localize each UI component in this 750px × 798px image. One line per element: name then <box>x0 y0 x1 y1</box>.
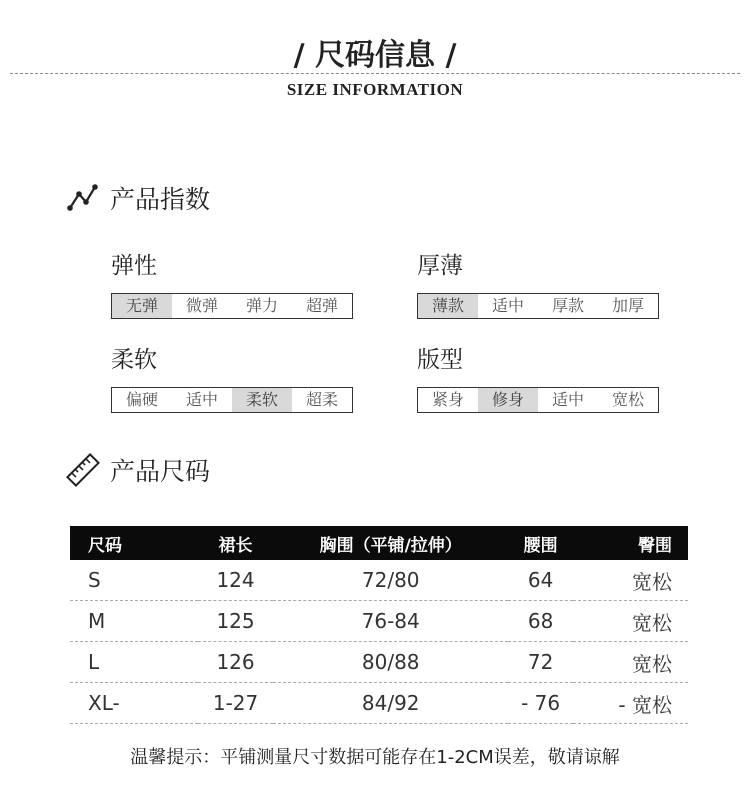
size-section-label: 产品尺码 <box>110 457 211 486</box>
index-option: 适中 <box>551 390 584 409</box>
trend-line-icon <box>66 181 100 215</box>
table-cell: 126 <box>198 642 273 683</box>
table-cell: 宽松 <box>573 601 688 642</box>
index-option: 修身 <box>478 388 538 412</box>
index-scale <box>417 387 659 413</box>
table-cell: - 宽松 <box>573 683 688 724</box>
table-row <box>70 683 688 724</box>
index-group-name: 柔软 <box>111 347 157 373</box>
column-header: 臀围 <box>638 535 672 556</box>
index-option: 超柔 <box>305 390 338 409</box>
ruler-icon <box>66 453 100 487</box>
table-cell: 64 <box>508 560 573 601</box>
table-cell: - 76 <box>508 683 573 724</box>
index-option: 紧身 <box>431 390 464 409</box>
index-option: 微弹 <box>185 296 218 315</box>
column-header: 胸围（平铺/拉伸） <box>319 535 462 556</box>
index-group-thickness <box>417 251 659 319</box>
index-option: 超弹 <box>305 296 338 315</box>
index-group-name: 厚薄 <box>417 253 463 279</box>
index-group-name: 弹性 <box>111 253 157 279</box>
index-option: 加厚 <box>611 296 644 315</box>
index-group-softness <box>111 345 353 413</box>
column-header: 裙长 <box>218 535 253 556</box>
table-cell: 125 <box>198 601 273 642</box>
index-option: 柔软 <box>232 388 292 412</box>
table-cell: 68 <box>508 601 573 642</box>
table-cell: 宽松 <box>573 642 688 683</box>
table-row <box>70 642 688 683</box>
index-option: 厚款 <box>551 296 584 315</box>
table-cell: 1-27 <box>198 683 273 724</box>
column-header: 尺码 <box>88 535 122 556</box>
table-cell: 72 <box>508 642 573 683</box>
index-scale <box>111 293 353 319</box>
size-table <box>70 526 688 724</box>
table-row <box>70 601 688 642</box>
table-cell: 宽松 <box>573 560 688 601</box>
header-divider <box>10 73 740 74</box>
page-title: / 尺码信息 / <box>293 38 457 73</box>
page-subtitle: SIZE INFORMATION <box>286 80 464 99</box>
table-row <box>70 560 688 601</box>
index-option: 适中 <box>491 296 524 315</box>
index-section-title <box>66 180 210 216</box>
index-option: 无弹 <box>112 294 172 318</box>
table-cell: M <box>70 601 198 642</box>
table-cell: 72/80 <box>273 560 508 601</box>
index-scale <box>111 387 353 413</box>
table-cell: 80/88 <box>273 642 508 683</box>
table-cell: 84/92 <box>273 683 508 724</box>
index-option: 宽松 <box>611 390 644 409</box>
size-section-title <box>66 452 210 488</box>
index-group-name: 版型 <box>417 347 463 373</box>
table-cell: 124 <box>198 560 273 601</box>
index-group-fit <box>417 345 659 413</box>
table-cell: L <box>70 642 198 683</box>
column-header: 腰围 <box>523 535 558 556</box>
table-cell: S <box>70 560 198 601</box>
index-option: 适中 <box>185 390 218 409</box>
index-group-elasticity <box>111 251 353 319</box>
table-header-row <box>70 526 688 560</box>
index-section-label: 产品指数 <box>110 185 211 214</box>
table-cell: 76-84 <box>273 601 508 642</box>
index-scale <box>417 293 659 319</box>
index-option: 偏硬 <box>125 390 158 409</box>
measurement-note: 温馨提示：平铺测量尺寸数据可能存在1-2CM误差，敬请谅解 <box>130 747 620 768</box>
index-option: 薄款 <box>418 294 478 318</box>
index-option: 弹力 <box>245 296 278 315</box>
table-cell: XL- <box>70 683 198 724</box>
